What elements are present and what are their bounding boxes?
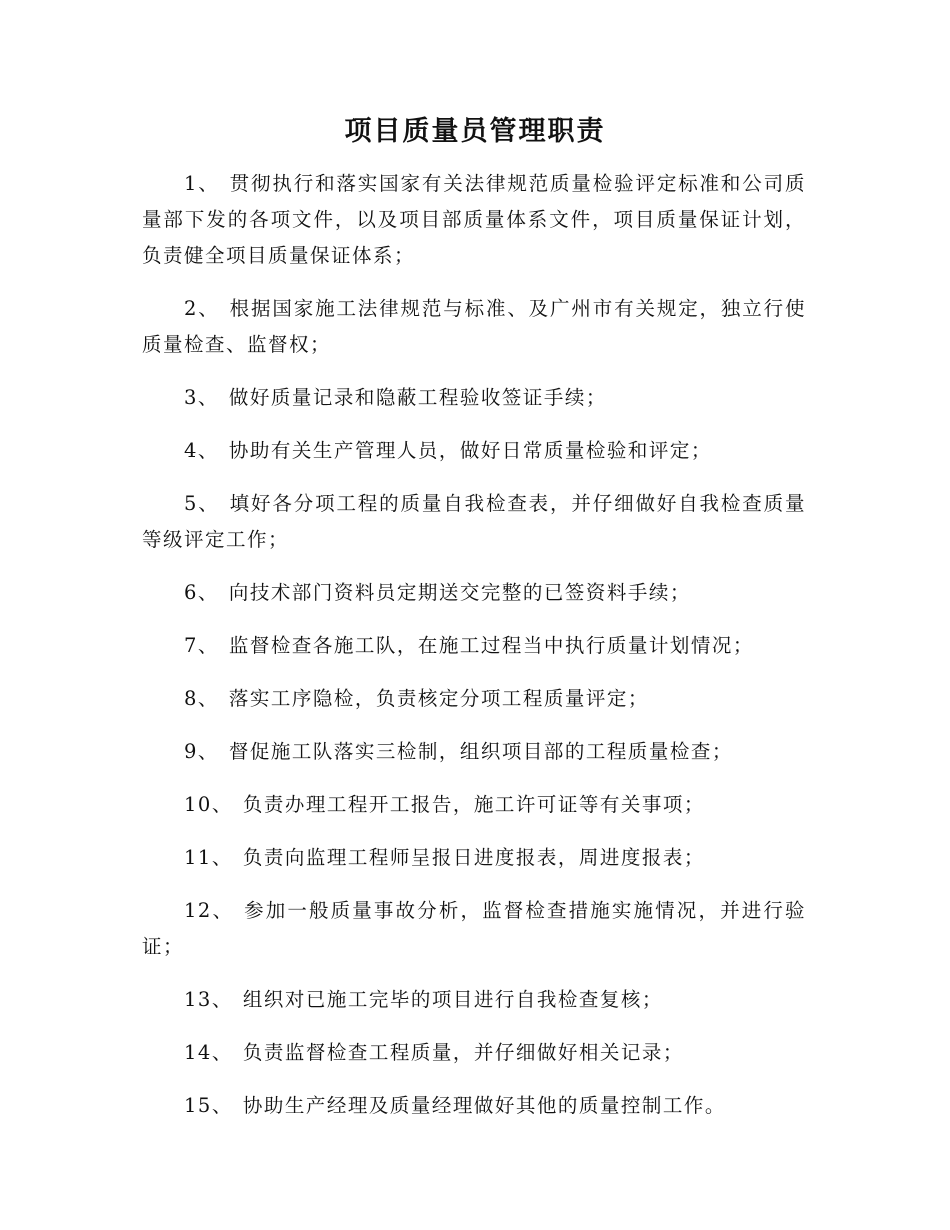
duty-item-14	[142, 1035, 806, 1071]
item-number: 14、	[184, 1041, 233, 1064]
item-number: 6、	[184, 581, 219, 604]
item-number: 11、	[184, 846, 233, 869]
duty-item-10	[142, 787, 806, 823]
document-title: 项目质量员管理职责	[344, 116, 606, 147]
item-number: 7、	[184, 634, 219, 657]
item-text: 贯彻执行和落实国家有关法律规范质量检验评定标准和公司质量部下发的各项文件，以及项目部质量体系文件，项目质量保证计划，负责健全项目质量保证体系；	[142, 172, 806, 267]
item-text: 协助有关生产管理人员，做好日常质量检验和评定；	[228, 439, 712, 462]
item-text: 落实工序隐检，负责核定分项工程质量评定；	[228, 687, 649, 710]
item-text: 负责向监理工程师呈报日进度报表，周进度报表；	[242, 846, 705, 869]
duty-list	[142, 166, 806, 1141]
duty-item-13	[142, 982, 806, 1018]
duty-item-2	[142, 291, 806, 363]
item-number: 5、	[184, 492, 220, 515]
duty-item-11	[142, 840, 806, 876]
item-number: 8、	[184, 687, 219, 710]
item-text: 监督检查各施工队，在施工过程当中执行质量计划情况；	[228, 634, 754, 657]
item-text: 组织对已施工完毕的项目进行自我检查复核；	[242, 988, 663, 1011]
duty-item-15	[142, 1088, 806, 1124]
duty-item-7	[142, 628, 806, 664]
item-text: 负责监督检查工程质量，并仔细做好相关记录；	[242, 1041, 684, 1064]
item-text: 督促施工队落实三检制，组织项目部的工程质量检查；	[228, 740, 733, 763]
item-text: 负责办理工程开工报告，施工许可证等有关事项；	[242, 793, 705, 816]
duty-item-12	[142, 893, 806, 965]
item-number: 15、	[184, 1094, 233, 1117]
item-number: 1、	[184, 172, 220, 195]
item-number: 10、	[184, 793, 233, 816]
duty-item-1	[142, 166, 806, 274]
duty-item-4	[142, 433, 806, 469]
duty-item-3	[142, 380, 806, 416]
item-text: 填好各分项工程的质量自我检查表，并仔细做好自我检查质量等级评定工作；	[142, 492, 806, 551]
duty-item-6	[142, 575, 806, 611]
duty-item-8	[142, 681, 806, 717]
item-text: 协助生产经理及质量经理做好其他的质量控制工作。	[242, 1094, 726, 1117]
item-number: 13、	[184, 988, 233, 1011]
item-text: 根据国家施工法律规范与标准、及广州市有关规定，独立行使质量检查、监督权；	[142, 297, 806, 356]
item-number: 3、	[184, 386, 219, 409]
item-number: 2、	[184, 297, 220, 320]
item-text: 参加一般质量事故分析，监督检查措施实施情况，并进行验证；	[142, 899, 806, 958]
item-number: 4、	[184, 439, 219, 462]
item-number: 12、	[184, 899, 235, 922]
item-text: 做好质量记录和隐蔽工程验收签证手续；	[228, 386, 607, 409]
duty-item-5	[142, 486, 806, 558]
item-text: 向技术部门资料员定期送交完整的已签资料手续；	[228, 581, 691, 604]
duty-item-9	[142, 734, 806, 770]
item-number: 9、	[184, 740, 219, 763]
